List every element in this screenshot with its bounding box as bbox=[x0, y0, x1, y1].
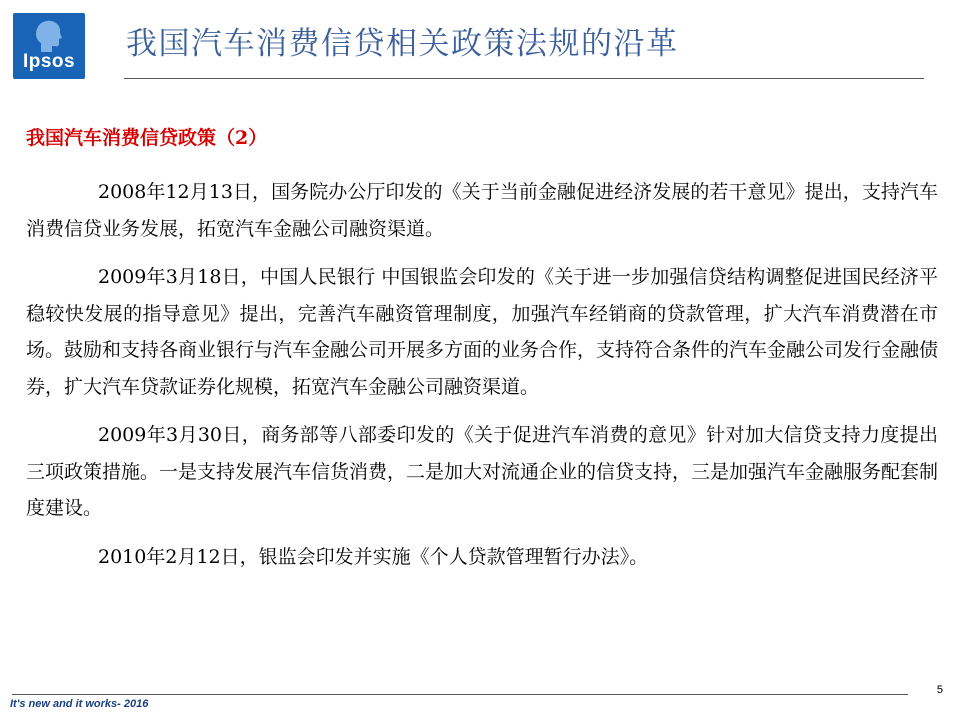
paragraph: 2009年3月30日，商务部等八部委印发的《关于促进汽车消费的意见》针对加大信贷支持力度提出三项政策措施。一是支持发展汽车信货消费，二是加大对流通企业的信贷支持，三是加强汽车金融服务配套制度建设。 bbox=[26, 424, 939, 519]
ipsos-logo bbox=[13, 13, 85, 79]
paragraph: 2008年12月13日，国务院办公厅印发的《关于当前金融促进经济发展的若干意见》提出，支持汽车消费信贷业务发展，拓宽汽车金融公司融资渠道。 bbox=[26, 181, 938, 240]
paragraph: 2009年3月18日，中国人民银行 中国银监会印发的《关于进一步加强信贷结构调整促进国民经济平稳较快发展的指导意见》提出，完善汽车融资管理制度，加强汽车经销商的贷款管理，扩大汽车消费潜在市场。鼓励和支持各商业银行与汽车金融公司开展多方面的业务合作，支持符合条件的汽车金融公司发行金融债券，扩大汽车贷款证券化规模，拓宽汽车金融公司融资渠道。 bbox=[26, 266, 939, 398]
logo-text: Ipsos bbox=[22, 51, 76, 72]
page-number: 5 bbox=[936, 684, 943, 696]
section-heading: 我国汽车消费信贷政策（2） bbox=[26, 127, 268, 149]
page-title: 我国汽车消费信贷相关政策法规的沿革 bbox=[126, 26, 679, 62]
head-profile-icon bbox=[35, 19, 63, 53]
footer-tagline: It's new and it works- 2016 bbox=[10, 698, 149, 710]
footer-divider bbox=[12, 694, 908, 695]
title-divider bbox=[124, 78, 924, 79]
paragraph: 2010年2月12日，银监会印发并实施《个人贷款管理暂行办法》。 bbox=[98, 545, 649, 568]
body-text bbox=[26, 174, 938, 587]
